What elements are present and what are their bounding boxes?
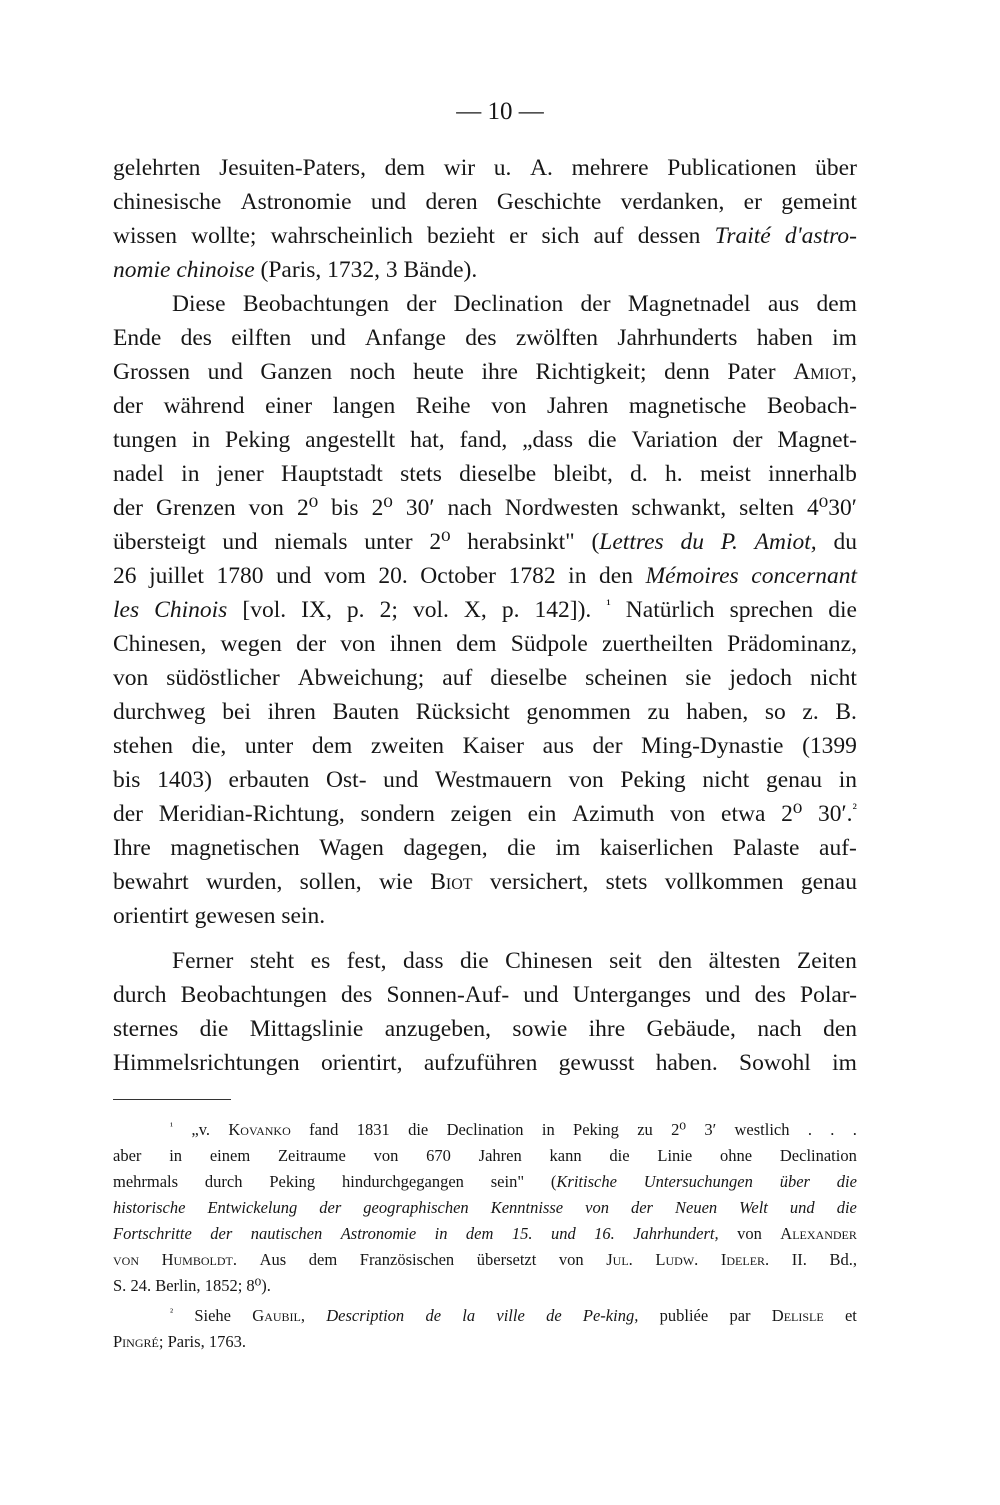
text-line: durch Beobachtungen des Sonnen-Auf- und Unterganges und des Polar- (113, 982, 857, 1008)
footnote-line: Pingré; Paris, 1763. (113, 1332, 246, 1351)
text-line: nomie chinoise (Paris, 1732, 3 Bände). (113, 257, 478, 283)
text-line: Himmelsrichtungen orientirt, aufzuführen gewusst haben. Sowohl im (113, 1050, 857, 1076)
text-line: der während einer langen Reihe von Jahren magnetische Beobach- (113, 393, 857, 419)
text-line: sternes die Mittagslinie anzugeben, sowie ihre Gebäude, nach den (113, 1016, 857, 1042)
text-line: stehen die, unter dem zweiten Kaiser aus der Ming-Dynastie (1399 (113, 733, 857, 759)
text-line: durchweg bei ihren Bauten Rücksicht genommen zu haben, so z. B. (113, 699, 857, 725)
text-line: übersteigt und niemals unter 2⁰ herabsinkt" (Lettres du P. Amiot, du (113, 529, 857, 555)
footnote-line: aber in einem Zeitraume von 670 Jahren kann die Linie ohne Declination (113, 1146, 857, 1165)
footnote-line: Fortschritte der nautischen Astronomie in dem 15. und 16. Jahrhundert, von Alexander (113, 1224, 857, 1243)
text-line: bis 1403) erbauten Ost- und Westmauern von Peking nicht genau in (113, 767, 857, 793)
footnote-line: $^{^2}$ Siehe Gaubil, Description de la ville de Pe-king, publiée par Delisle et (170, 1306, 857, 1325)
text-line: Ihre magnetischen Wagen dagegen, die im kaiserlichen Palaste auf- (113, 835, 857, 861)
text-line: bewahrt wurden, sollen, wie Biot versichert, stets vollkommen genau (113, 869, 857, 895)
text-line: Diese Beobachtungen der Declination der Magnetnadel aus dem (172, 291, 857, 317)
text-line: der Grenzen von 2⁰ bis 2⁰ 30′ nach Nordwesten schwankt, selten 4⁰30′ (113, 495, 857, 521)
text-line: Ende des eilften und Anfange des zwölften Jahrhunderts haben im (113, 325, 857, 351)
text-line: tungen in Peking angestellt hat, fand, „dass die Variation der Magnet- (113, 427, 857, 453)
footnote-line: mehrmals durch Peking hindurchgegangen sein" (Kritische Untersuchungen über die (113, 1172, 857, 1191)
text-line: 26 juillet 1780 und vom 20. October 1782 in den Mémoires concernant (113, 563, 857, 589)
text-line: wissen wollte; wahrscheinlich bezieht er sich auf dessen Traité d'astro- (113, 223, 857, 249)
text-line: les Chinois [vol. IX, p. 2; vol. X, p. 142]). $^{^1}$ Natürlich sprechen die (113, 597, 857, 623)
text-line: Ferner steht es fest, dass die Chinesen seit den ältesten Zeiten (172, 948, 857, 974)
text-line: orientirt gewesen sein. (113, 903, 326, 929)
footnote-divider (113, 1099, 231, 1100)
text-line: gelehrten Jesuiten-Paters, dem wir u. A. mehrere Publicationen über (113, 155, 857, 181)
text-line: chinesische Astronomie und deren Geschichte verdanken, er gemeint (113, 189, 857, 215)
text-line: von südöstlicher Abweichung; auf dieselbe scheinen sie jedoch nicht (113, 665, 857, 691)
text-line: der Meridian-Richtung, sondern zeigen ein Azimuth von etwa 2⁰ 30′.$^{^2}$ (113, 801, 857, 827)
footnote-line: $^{^1}$ „v. Kovanko fand 1831 die Declination in Peking zu 2⁰ 3′ westlich . . . (170, 1120, 857, 1139)
footnote-line: von Humboldt. Aus dem Französischen übersetzt von Jul. Ludw. Ideler. II. Bd., (113, 1250, 857, 1269)
text-line: nadel in jener Hauptstadt stets dieselbe bleibt, d. h. meist innerhalb (113, 461, 857, 487)
text-line: Chinesen, wegen der von ihnen dem Südpole zuertheilten Prädominanz, (113, 631, 857, 657)
page-number: — 10 — (456, 98, 544, 125)
text-line: Grossen und Ganzen noch heute ihre Richtigkeit; denn Pater Amiot, (113, 359, 857, 385)
footnote-line: historische Entwickelung der geographischen Kenntnisse von der Neuen Welt und die (113, 1198, 857, 1217)
footnote-line: S. 24. Berlin, 1852; 8⁰). (113, 1276, 271, 1295)
